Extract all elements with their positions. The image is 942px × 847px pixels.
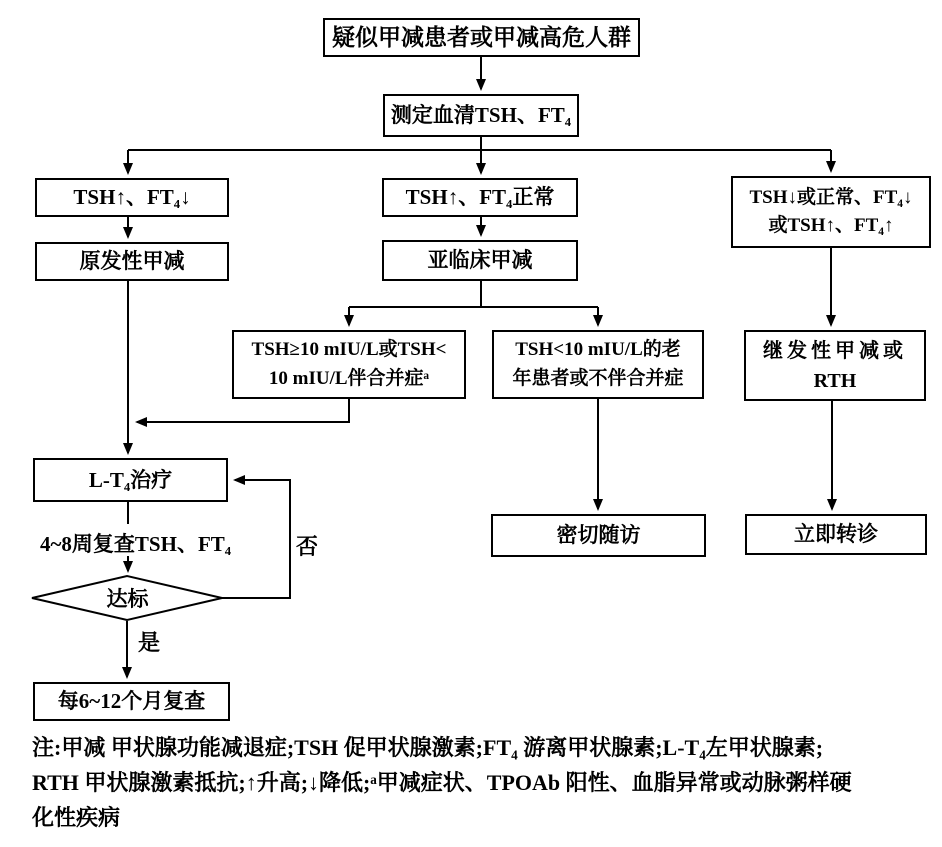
edge-diamond-no-loop: [222, 480, 290, 598]
node-secondary-hypothyroidism-line2: RTH: [813, 369, 857, 392]
node-suspect-patients: [323, 18, 640, 57]
node-subclinical-hypothyroidism-label: 亚临床甲减: [427, 248, 533, 273]
edge-ge10-merge-to-lt4: [137, 399, 349, 422]
node-close-followup-label: 密切随访: [556, 523, 641, 548]
node-measure-serum-label: 测定血清TSH、FT₄: [390, 103, 572, 128]
footnote-line1: 注:甲减 甲状腺功能减退症;TSH 促甲状腺激素;FT₄ 游离甲状腺素;L-T₄左甲状腺素;: [32, 735, 824, 760]
node-lt4-treatment-label: L-T₄治疗: [88, 467, 173, 492]
node-tsh-up-ft4-normal-label: TSH↑、FT₄正常: [405, 185, 555, 210]
node-tsh-up-ft4-down-label: TSH↑、FT₄↓: [73, 185, 191, 210]
node-tsh-ge10: [232, 330, 466, 399]
node-tsh-ge10-line1: TSH≥10 mIU/L或TSH<: [251, 339, 447, 360]
node-target-reached: 达标: [106, 587, 149, 611]
node-recheck-6-12-months: [33, 682, 230, 721]
edge-label-no: 否: [296, 534, 319, 559]
node-primary-hypothyroidism: [35, 242, 229, 281]
node-lt4-treatment: [33, 458, 228, 502]
node-secondary-criteria: [731, 176, 931, 248]
node-tsh-up-ft4-normal: [382, 178, 578, 217]
node-close-followup: [491, 514, 706, 557]
node-primary-hypothyroidism-label: 原发性甲减: [79, 249, 185, 274]
footnote: [32, 730, 927, 835]
node-recheck-6-12-months-label: 每6~12个月复查: [57, 689, 206, 714]
node-suspect-patients-label: 疑似甲减患者或甲减高危人群: [332, 24, 631, 50]
node-tsh-ge10-line2: 10 mIU/L伴合并症ᵃ: [268, 367, 430, 389]
node-secondary-hypothyroidism: [744, 330, 926, 401]
footnote-line2: RTH 甲状腺激素抵抗;↑升高;↓降低;ᵃ甲减症状、TPOAb 阳性、血脂异常或动脉粥样硬: [32, 770, 852, 795]
node-tsh-lt10: [492, 330, 704, 399]
node-immediate-referral: [745, 514, 927, 555]
node-secondary-criteria-line2: 或TSH↑、FT₄↑: [768, 215, 894, 236]
footnote-line3: 化性疾病: [32, 805, 121, 830]
node-measure-serum: [383, 94, 579, 137]
node-tsh-lt10-line2: 年患者或不伴合并症: [512, 367, 684, 389]
node-tsh-lt10-line1: TSH<10 mIU/L的老: [515, 339, 681, 360]
node-secondary-criteria-line1: TSH↓或正常、FT₄↓: [749, 186, 913, 208]
node-tsh-up-ft4-down: [35, 178, 229, 217]
node-immediate-referral-label: 立即转诊: [794, 522, 878, 547]
edge-label-yes: 是: [138, 630, 161, 655]
node-secondary-hypothyroidism-line1: 继发性甲减或: [763, 339, 907, 362]
node-subclinical-hypothyroidism: [382, 240, 578, 281]
text-recheck-4-8-weeks: 4~8周复查TSH、FT₄: [40, 532, 232, 556]
